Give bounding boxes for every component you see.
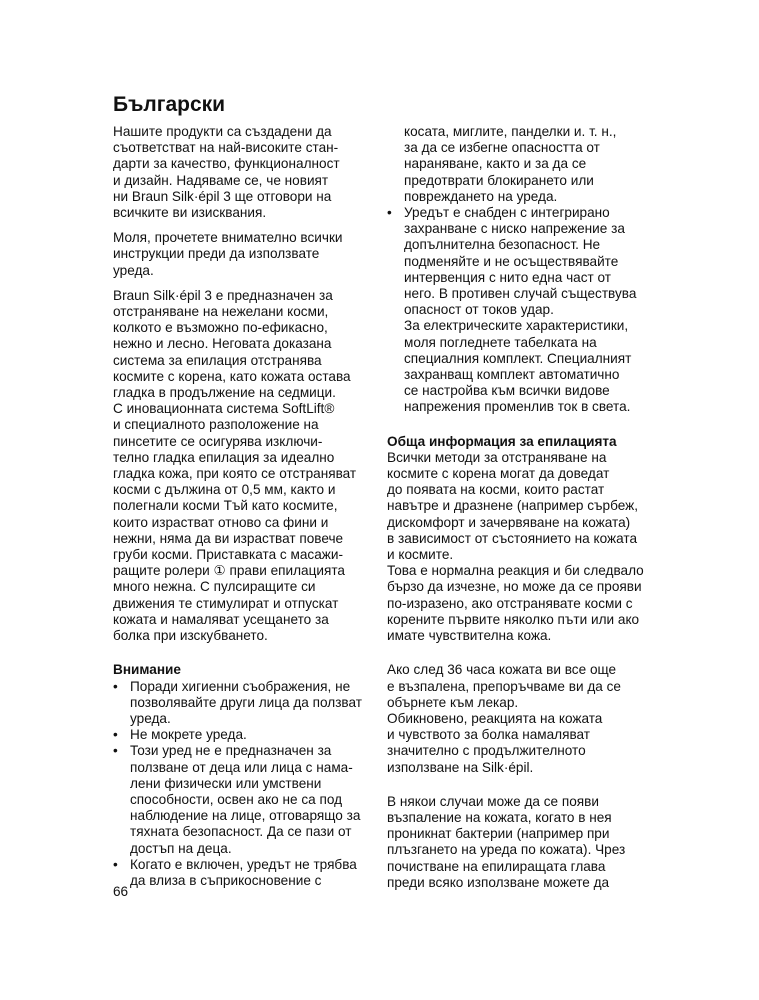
- text-line: бързо да изчезне, но може да се прояви: [387, 579, 642, 595]
- text-line: космите с корена могат да доведат: [387, 466, 610, 482]
- bullet-mark: •: [113, 678, 118, 694]
- text-line: и космите.: [387, 547, 454, 563]
- text-line: ращите ролери ① прави епилацията: [113, 563, 345, 579]
- bullet-mark: •: [113, 743, 118, 759]
- bullet-mark: •: [113, 727, 118, 743]
- text-line: Braun Silk·épil 3 е предназначен за: [113, 287, 333, 303]
- text-line: напрежения променлив ток в света.: [404, 399, 631, 415]
- text-line: болка при изскубването.: [113, 628, 268, 644]
- text-line: по-изразено, ако отстранявате косми с: [387, 595, 633, 611]
- text-line: използване на Silk·épil.: [387, 759, 534, 775]
- bullet-mark: •: [113, 856, 118, 872]
- read-instructions-paragraph: [113, 230, 375, 279]
- text-line: позволявайте други лица да ползват: [130, 694, 362, 710]
- text-line: Когато е включен, уредът не трябва: [130, 856, 357, 872]
- text-line: нараняване, както и за да се: [404, 156, 587, 172]
- text-line: предотврати блокирането или: [404, 172, 594, 188]
- text-line: подменяйте и не осъществявайте: [404, 253, 619, 269]
- text-line: гладка кожа, при която се отстраняват: [113, 466, 357, 482]
- text-line: Този уред не е предназначен за: [130, 743, 332, 759]
- text-line: съответстват на най-високите стан-: [113, 140, 339, 156]
- text-line: кожата и намаляват усещането за: [113, 611, 329, 627]
- general-info-heading: Обща информация за епилацията: [387, 433, 617, 449]
- text-line: наблюдение на лице, отговарящо за: [130, 808, 361, 824]
- text-line: които израстват отново са фини и: [113, 514, 329, 530]
- text-line: и дизайн. Надяваме се, че новият: [113, 172, 329, 188]
- text-line: ни Braun Silk·épil 3 ще отговори на: [113, 188, 332, 204]
- text-line: всичките ви изисквания.: [113, 205, 267, 221]
- text-line: имате чувствителна кожа.: [387, 628, 552, 644]
- text-line: допълнителна безопасност. Не: [404, 237, 601, 253]
- text-line: много нежна. С пулсиращите си: [113, 579, 316, 595]
- warning-heading: Внимание: [113, 662, 181, 678]
- warning-bullet-hygiene: [113, 679, 375, 728]
- infection-paragraph: [387, 794, 643, 891]
- text-line: интервенция с нито една част от: [404, 269, 611, 285]
- warning-bullet-children: [113, 743, 375, 856]
- text-line: Не мокрете уреда.: [130, 727, 247, 743]
- after-36-hours-paragraph: [387, 662, 643, 775]
- text-line: ползване от деца или лица с нама-: [130, 759, 353, 775]
- text-line: груби косми. Приставката с масажи-: [113, 547, 343, 563]
- warning-bullet-contact: [113, 857, 375, 889]
- general-info-paragraph: [387, 450, 643, 644]
- text-line: За електрическите характеристики,: [404, 318, 629, 334]
- text-line: захранване с ниско напрежение за: [404, 221, 625, 237]
- left-column: [113, 124, 375, 889]
- text-line: Всички методи за отстраняване на: [387, 449, 607, 465]
- text-line: полегнали косми Тъй като космите,: [113, 498, 338, 514]
- text-line: движения те стимулират и отпускат: [113, 595, 339, 611]
- text-line: колкото е възможно по-ефикасно,: [113, 320, 328, 336]
- text-line: дарти за качество, функционалност: [113, 156, 340, 172]
- page-number: 66: [113, 884, 129, 899]
- text-line: повреждането на уреда.: [404, 188, 558, 204]
- text-line: система за епилация отстранява: [113, 352, 322, 368]
- page-title: Български: [113, 93, 226, 116]
- text-line: Поради хигиенни съображения, не: [130, 678, 351, 694]
- text-line: С иновационната система SoftLift®: [113, 401, 335, 417]
- text-line: Това е нормална реакция и би следвало: [387, 563, 644, 579]
- text-line: нежни, няма да ви израстват повече: [113, 530, 344, 546]
- text-line: е възпалена, препоръчваме ви да се: [387, 678, 621, 694]
- text-line: лени физически или умствени: [130, 775, 322, 791]
- text-line: телно гладка епилация за идеално: [113, 449, 335, 465]
- text-line: опасност от токов удар.: [404, 302, 554, 318]
- text-line: гладка в продължение на седмици.: [113, 385, 336, 401]
- text-line: тяхната безопасност. Да се пази от: [130, 824, 352, 840]
- text-line: инструкции преди да използвате: [113, 246, 320, 262]
- text-line: и специалното разположение на: [113, 417, 319, 433]
- text-line: преди всяко използване можете да: [387, 874, 610, 890]
- text-line: Обикновено, реакцията на кожата: [387, 710, 603, 726]
- text-line: се настройва към всички видове: [404, 383, 610, 399]
- warning-bullet-power: [387, 205, 643, 416]
- text-line: уреда.: [113, 262, 154, 278]
- text-line: за да се избегне опасността от: [404, 140, 600, 156]
- text-line: моля погледнете табелката на: [404, 334, 597, 350]
- text-line: способности, освен ако не са под: [130, 791, 343, 807]
- text-line: до появата на косми, които растат: [387, 482, 605, 498]
- description-paragraph: [113, 288, 375, 644]
- text-line: почистване на епилиращата глава: [387, 858, 606, 874]
- text-line: достъп на деца.: [130, 840, 232, 856]
- text-line: да влиза в съприкосновение с: [130, 872, 322, 888]
- text-line: нежно и лесно. Неговата доказана: [113, 336, 332, 352]
- text-line: корените първите няколко пъти или ако: [387, 611, 640, 627]
- text-line: дискомфорт и зачервяване на кожата): [387, 514, 631, 530]
- text-line: отстраняване на нежелани косми,: [113, 304, 329, 320]
- text-line: значително с продължителното: [387, 743, 586, 759]
- text-line: Ако след 36 часа кожата ви все още: [387, 662, 617, 678]
- intro-paragraph: [113, 124, 375, 221]
- warning-bullet-contact-continued: [387, 124, 643, 205]
- text-line: уреда.: [130, 710, 171, 726]
- text-line: плъзгането на уреда по кожата). Чрез: [387, 842, 626, 858]
- text-line: навътре и дразнене (например сърбеж,: [387, 498, 638, 514]
- text-line: специалния комплект. Специалният: [404, 350, 632, 366]
- text-line: Уредът е снабден с интегрирано: [404, 205, 610, 221]
- text-line: косата, миглите, панделки и. т. н.,: [404, 124, 617, 139]
- text-line: Моля, прочетете внимателно всички: [113, 230, 343, 246]
- text-line: в зависимост от състоянието на кожата: [387, 530, 638, 546]
- text-line: него. В противен случай съществува: [404, 286, 637, 302]
- text-line: възпаление на кожата, когато в нея: [387, 809, 612, 825]
- text-line: косми с дължина от 0,5 мм, както и: [113, 482, 336, 498]
- text-line: захранващ комплект автоматично: [404, 367, 620, 383]
- text-line: проникнат бактерии (например при: [387, 826, 610, 842]
- text-line: космите с корена, като кожата остава: [113, 368, 351, 384]
- right-column: [387, 124, 643, 891]
- text-line: обърнете към лекар.: [387, 694, 519, 710]
- text-line: В някои случаи може да се появи: [387, 793, 599, 809]
- text-line: пинсетите се осигурява изключи-: [113, 433, 323, 449]
- bullet-mark: •: [387, 205, 392, 221]
- text-line: Нашите продукти са създадени да: [113, 124, 332, 139]
- warning-bullet-wet: [113, 727, 375, 743]
- text-line: и чувството за болка намаляват: [387, 727, 591, 743]
